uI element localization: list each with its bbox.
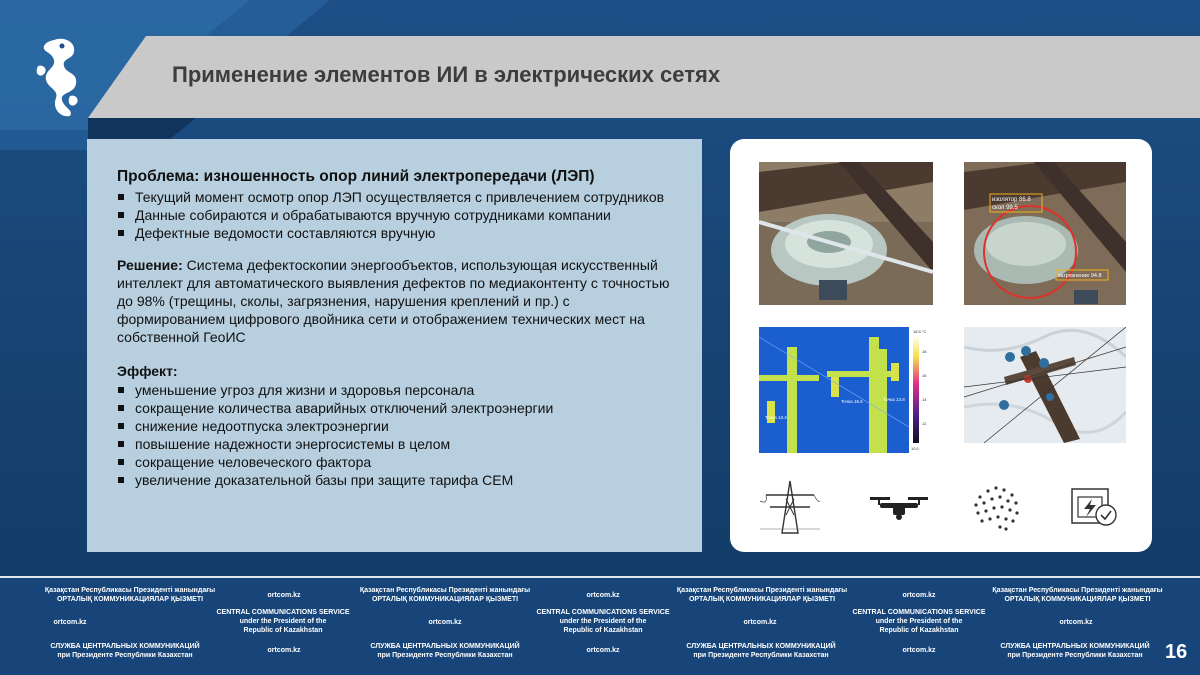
slide-title: Применение элементов ИИ в электрических сетях xyxy=(172,62,721,87)
effect-item: снижение недоотпуска электроэнергии xyxy=(117,417,672,435)
footer-en-line: under the President of the xyxy=(559,618,647,625)
page-number: 16 xyxy=(1165,641,1188,663)
footer-kz-line: Қазақстан Республикасы Президенті жанындағы xyxy=(676,587,848,594)
thermal-image xyxy=(759,327,933,453)
thermal-tick: 16 xyxy=(922,373,927,378)
footer-ru-line: при Президенте Республики Казахстан xyxy=(377,652,513,659)
effect-list xyxy=(117,381,672,489)
thermal-tick: 14 xyxy=(922,397,927,402)
problem-list xyxy=(117,188,672,242)
footer-kz-line: ОРТАЛЫҚ КОММУНИКАЦИЯЛАР ҚЫЗМЕТІ xyxy=(1004,596,1151,603)
thermal-tick: 18 xyxy=(922,349,927,354)
footer-en-line: under the President of the xyxy=(239,618,327,625)
effect-item: увеличение доказательной базы при защите тарифа СЕМ xyxy=(117,471,672,489)
footer-ru-line: СЛУЖБА ЦЕНТРАЛЬНЫХ КОММУНИКАЦИЙ xyxy=(370,643,520,650)
image-panel xyxy=(730,139,1152,552)
problem-heading: Проблема: изношенность опор линий электропередачи (ЛЭП) xyxy=(117,168,595,185)
defect-detection-photo xyxy=(964,162,1126,305)
effect-heading: Эффект: xyxy=(117,363,178,379)
thermal-tick: 12 xyxy=(922,421,927,426)
thermal-scale-bottom: 10.0 xyxy=(911,446,919,451)
footer-en-line: CENTRAL COMMUNICATIONS SERVICE xyxy=(536,609,670,616)
footer-site: ortcom.kz xyxy=(743,619,777,626)
footer-en-line: CENTRAL COMMUNICATIONS SERVICE xyxy=(852,609,986,616)
detect-label: загрязнение 94.8 xyxy=(1058,273,1102,279)
footer-ru-line: при Президенте Республики Казахстан xyxy=(693,652,829,659)
problem-item: Дефектные ведомости составляются вручную xyxy=(117,224,672,242)
footer-ru-line: СЛУЖБА ЦЕНТРАЛЬНЫХ КОММУНИКАЦИЙ xyxy=(686,643,836,650)
problem-item: Текущий момент осмотр опор ЛЭП осуществляется с привлечением сотрудников xyxy=(117,188,672,206)
footer-site: ortcom.kz xyxy=(1059,619,1093,626)
solution-label: Решение: xyxy=(117,257,183,273)
footer-ru-line: СЛУЖБА ЦЕНТРАЛЬНЫХ КОММУНИКАЦИЙ xyxy=(1000,643,1150,650)
ai-brain-icon xyxy=(970,483,1024,533)
footer-site: ortcom.kz xyxy=(902,647,936,654)
insulator-photo xyxy=(759,162,933,305)
footer-ru-line: при Президенте Республики Казахстан xyxy=(1007,652,1143,659)
power-tower-icon xyxy=(760,479,820,535)
effect-item: уменьшение угроз для жизни и здоровья персонала xyxy=(117,381,672,399)
footer-en-line: Republic of Kazakhstan xyxy=(243,627,323,634)
detect-label: изолятор 86.8 xyxy=(992,197,1031,203)
footer-kz-line: Қазақстан Республикасы Президенті жанындағы xyxy=(359,587,531,594)
footer-site: ortcom.kz xyxy=(267,592,301,599)
detect-label: скол 99.5 xyxy=(992,205,1018,211)
effect-item: повышение надежности энергосистемы в целом xyxy=(117,435,672,453)
text-panel xyxy=(87,139,702,552)
effect-item: сокращение количества аварийных отключений электроэнергии xyxy=(117,399,672,417)
problem-item: Данные собираются и обрабатываются вручную сотрудниками компании xyxy=(117,206,672,224)
thermal-scale-top: 18.5 °C xyxy=(913,329,927,334)
footer-kz-line: ОРТАЛЫҚ КОММУНИКАЦИЯЛАР ҚЫЗМЕТІ xyxy=(56,596,204,603)
footer-site: ortcom.kz xyxy=(53,619,87,626)
thermal-label: Точка 13.8 xyxy=(883,397,905,402)
footer-site: ortcom.kz xyxy=(586,647,620,654)
footer-en-line: CENTRAL COMMUNICATIONS SERVICE xyxy=(216,609,350,616)
footer-ru-line: СЛУЖБА ЦЕНТРАЛЬНЫХ КОММУНИКАЦИЙ xyxy=(50,643,200,650)
drone-icon xyxy=(868,491,930,523)
footer-site: ortcom.kz xyxy=(902,592,936,599)
footer-en-line: Republic of Kazakhstan xyxy=(879,627,959,634)
thermal-label: Точка 15.6 xyxy=(841,399,863,404)
solution-paragraph xyxy=(117,256,672,346)
electrical-panel-icon xyxy=(1070,487,1118,529)
footer-site: ortcom.kz xyxy=(428,619,462,626)
effect-item: сокращение человеческого фактора xyxy=(117,453,672,471)
solution-text: Система дефектоскопии энергообъектов, использующая искусственный интеллект для автоматического выявления дефектов по медиаконтенту с точностью до 98% (трещины, сколы, загрязнения, нарушения креплений и пр.) с формированием цифрового двойника сети и отображением технических мест на собственной ГеоИС xyxy=(117,257,670,345)
footer-kz-line: ОРТАЛЫҚ КОММУНИКАЦИЯЛАР ҚЫЗМЕТІ xyxy=(371,596,519,603)
thermal-label: Точка 13.4 xyxy=(765,415,787,420)
footer-en-line: under the President of the xyxy=(875,618,963,625)
footer-kz-line: Қазақстан Республикасы Президенті жанындағы xyxy=(992,587,1163,594)
footer-kz-line: Қазақстан Республикасы Президенті жанындағы xyxy=(44,587,216,594)
footer-ru-line: при Президенте Республики Казахстан xyxy=(57,652,193,659)
footer-site: ortcom.kz xyxy=(586,592,620,599)
footer-en-line: Republic of Kazakhstan xyxy=(563,627,643,634)
footer-kz-line: ОРТАЛЫҚ КОММУНИКАЦИЯЛАР ҚЫЗМЕТІ xyxy=(688,596,836,603)
aerial-pole-photo xyxy=(964,327,1126,443)
ortcom-logo-icon xyxy=(30,36,84,118)
footer-site: ortcom.kz xyxy=(267,647,301,654)
